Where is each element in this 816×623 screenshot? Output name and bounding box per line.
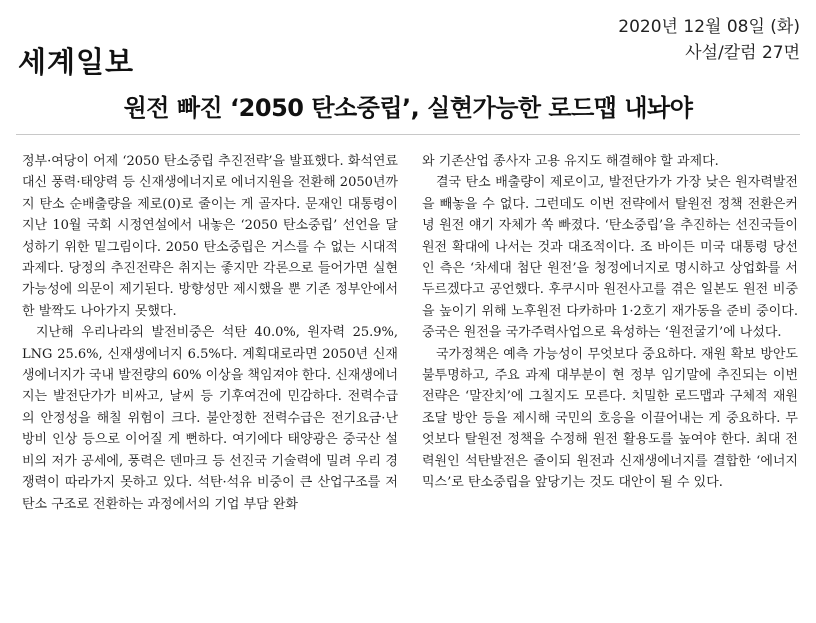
newspaper-masthead: 세계일보: [18, 45, 135, 79]
headline-divider: [16, 134, 800, 135]
publication-info: [618, 14, 800, 66]
paragraph-2: 지난해 우리나라의 발전비중은 석탄 40.0%, 원자력 25.9%, LNG 25.6%, 신재생에너지 6.5%다. 계획대로라면 2050년 신재생에너지가 국내 발전량의 60% 이상을 책임져야 한다. 신재생에너지는 발전단가가 비싸고, 날씨 등 기후여건에 민감하다. 전력수급의 안정성을 해칠 위험이 크다. 불안정한 전력수급은 전기요금·난방비 인상 등으로 이어질 게 뻔하다. 여기에다 태양광은 중국산 설비의 저가 공세에, 풍력은 덴마크 등 선진국 기술력에 밀려 우리 경쟁력이 따라가지 못하고 있다. 석탄·석유 비중이 큰 산업구조를 저탄소 구조로 전환하는 과정에서의 기업 부담 완화: [22, 325, 398, 512]
publication-date: 2020년 12월 08일 (화): [618, 17, 800, 37]
paragraph-4: 국가정책은 예측 가능성이 무엇보다 중요하다. 재원 확보 방안도 불투명하고, 주요 과제 대부분이 현 정부 임기말에 추진되는 이번 전략은 ‘말잔치’에 그칠지도 모른다. 치밀한 로드맵과 구체적 재원조달 방안 등을 제시해 국민의 호응을 이끌어내는 게 중요하다. 무엇보다 탈원전 정책을 수정해 원전 활용도를 높여야 한다. 최대 전력원인 석탄발전은 줄이되 원전과 신재생에너지를 결합한 ‘에너지믹스’로 탄소중립을 앞당기는 것도 대안이 될 수 있다.: [422, 346, 798, 491]
article-column-right: [422, 151, 798, 494]
article-headline: 원전 빠진 ‘2050 탄소중립’, 실현가능한 로드맵 내놔야: [123, 94, 693, 122]
page-section: 사설/칼럼 27면: [685, 43, 800, 63]
paragraph-1: 정부·여당이 어제 ‘2050 탄소중립 추진전략’을 발표했다. 화석연료 대신 풍력·태양력 등 신재생에너지로 에너지원을 전환해 2050년까지 탄소 순배출량을 제로(0)로 줄이는 게 골자다. 문재인 대통령이 지난 10월 국회 시정연설에서 내놓은 ‘2050 탄소중립’ 선언을 달성하기 위한 밑그림이다. 2050 탄소중립은 거스를 수 없는 시대적 과제다. 당정의 추진전략은 취지는 좋지만 각론으로 들어가면 실현 가능성에 의문이 제기된다. 방향성만 제시했을 뿐 기존 정부안에서 한 발짝도 나아가지 못했다.: [22, 154, 398, 319]
paragraph-3: 결국 탄소 배출량이 제로이고, 발전단가가 가장 낮은 원자력발전을 빼놓을 수 없다. 그런데도 이번 전략에서 탈원전 정책 전환은커녕 원전 얘기 자체가 쏙 빠졌다. ‘탄소중립’을 추진하는 선진국들이 원전 확대에 나서는 것과 대조적이다. 조 바이든 미국 대통령 당선인 측은 ‘차세대 첨단 원전’을 청정에너지로 명시하고 상업화를 서두르겠다고 공언했다. 후쿠시마 원전사고를 겪은 일본도 원전 비중을 높이기 위해 노후원전 다카하마 1·2호기 재가동을 준비 중이다. 중국은 원전을 국가주력사업으로 육성하는 ‘원전굴기’에 나섰다.: [422, 175, 798, 341]
article-column-left: [22, 151, 398, 515]
paragraph-2-continued: 와 기존산업 종사자 고용 유지도 해결해야 할 과제다.: [422, 154, 719, 169]
